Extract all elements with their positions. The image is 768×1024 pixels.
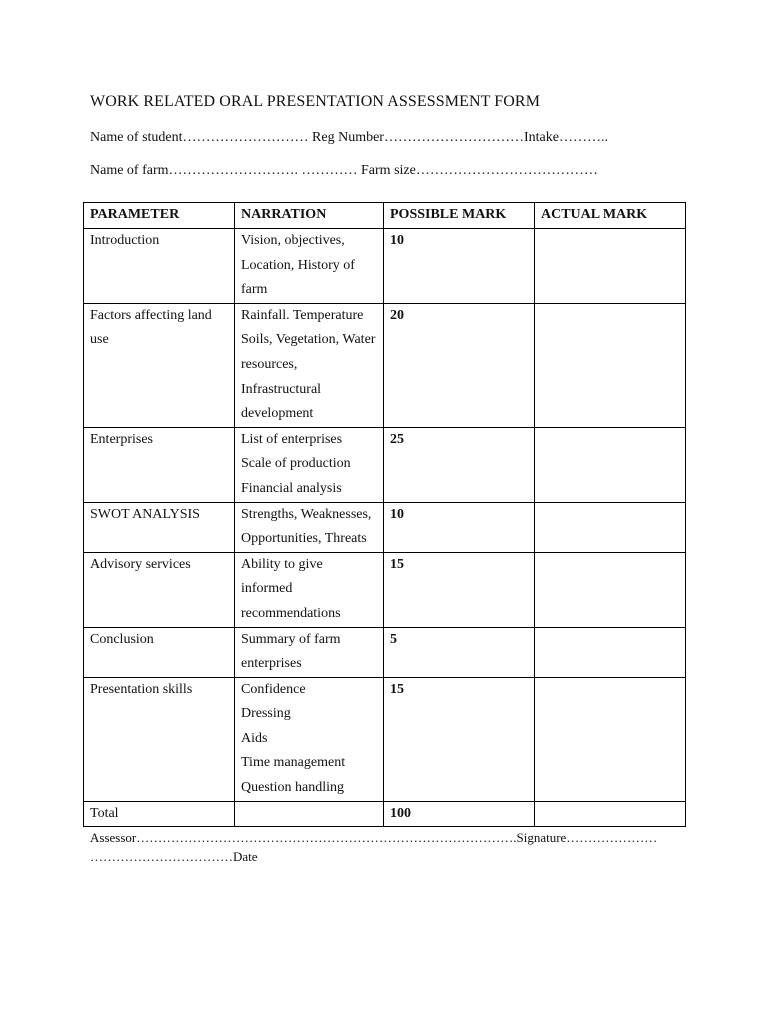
possible-mark-cell: 15 xyxy=(384,552,535,627)
total-narration-cell xyxy=(235,801,384,827)
header-actual-mark: ACTUAL MARK xyxy=(535,203,686,229)
signature-block xyxy=(90,828,670,866)
parameter-cell: SWOT ANALYSIS xyxy=(84,502,235,552)
narration-line: Infrastructural xyxy=(241,381,322,397)
narration-cell xyxy=(235,677,384,801)
actual-mark-cell[interactable] xyxy=(535,677,686,801)
possible-mark-cell: 5 xyxy=(384,627,535,677)
narration-line: Question handling xyxy=(241,780,345,796)
table-header-row xyxy=(84,203,686,229)
narration-cell xyxy=(235,229,384,304)
table-row xyxy=(84,303,686,427)
narration-line: Strengths, Weaknesses, xyxy=(241,506,372,522)
total-label: Total xyxy=(84,801,235,827)
table-row xyxy=(84,677,686,801)
assessor-signature-line: Assessor…………………………………………………………………………….Signature………………… xyxy=(90,830,658,845)
narration-line: Summary of farm xyxy=(241,631,341,647)
actual-mark-cell[interactable] xyxy=(535,502,686,552)
narration-line: Vision, objectives, xyxy=(241,233,345,248)
parameter-cell: Presentation skills xyxy=(84,677,235,801)
actual-mark-cell[interactable] xyxy=(535,303,686,427)
table-body xyxy=(84,229,686,827)
possible-mark-cell: 20 xyxy=(384,303,535,427)
narration-line: Confidence xyxy=(241,681,306,697)
total-possible-mark: 100 xyxy=(384,801,535,827)
farm-info-line: Name of farm………………………. ………… Farm size………………………………… xyxy=(90,163,598,178)
table-row xyxy=(84,229,686,304)
narration-cell xyxy=(235,502,384,552)
narration-cell xyxy=(235,627,384,677)
narration-line: enterprises xyxy=(241,656,302,672)
narration-line: recommendations xyxy=(241,605,341,621)
parameter-cell: Enterprises xyxy=(84,427,235,502)
possible-mark-cell: 15 xyxy=(384,677,535,801)
narration-line: farm xyxy=(241,282,268,298)
possible-mark-cell: 10 xyxy=(384,502,535,552)
table-row xyxy=(84,427,686,502)
header-parameter: PARAMETER xyxy=(84,203,235,229)
narration-cell xyxy=(235,552,384,627)
narration-cell xyxy=(235,427,384,502)
narration-line: Time management xyxy=(241,755,346,771)
actual-mark-cell[interactable] xyxy=(535,229,686,304)
actual-mark-cell[interactable] xyxy=(535,627,686,677)
narration-line: resources, xyxy=(241,356,298,372)
narration-line: development xyxy=(241,406,314,422)
table-row xyxy=(84,502,686,552)
assessment-table xyxy=(83,202,686,827)
total-row xyxy=(84,801,686,827)
narration-line: Rainfall. Temperature xyxy=(241,307,364,323)
parameter-cell: Conclusion xyxy=(84,627,235,677)
possible-mark-cell: 10 xyxy=(384,229,535,304)
total-actual-mark[interactable] xyxy=(535,801,686,827)
narration-line: Opportunities, Threats xyxy=(241,531,367,547)
header-possible-mark: POSSIBLE MARK xyxy=(384,203,535,229)
narration-line: Financial analysis xyxy=(241,480,342,496)
narration-line: Location, History of xyxy=(241,257,355,273)
student-info-line: Name of student……………………… Reg Number…………………………Intake……….. xyxy=(90,130,608,145)
parameter-cell: Advisory services xyxy=(84,552,235,627)
actual-mark-cell[interactable] xyxy=(535,552,686,627)
actual-mark-cell[interactable] xyxy=(535,427,686,502)
parameter-cell: Introduction xyxy=(84,229,235,304)
header-narration: NARRATION xyxy=(235,203,384,229)
table-row xyxy=(84,552,686,627)
table-row xyxy=(84,627,686,677)
form-title: WORK RELATED ORAL PRESENTATION ASSESSMENT FORM xyxy=(90,93,541,110)
narration-line: Scale of production xyxy=(241,456,351,472)
narration-line: Aids xyxy=(241,730,268,746)
date-line: ……………………………Date xyxy=(90,849,258,864)
narration-line: Ability to give informed xyxy=(241,556,323,597)
narration-line: Dressing xyxy=(241,706,291,722)
possible-mark-cell: 25 xyxy=(384,427,535,502)
parameter-cell: Factors affecting land use xyxy=(84,303,235,427)
narration-cell xyxy=(235,303,384,427)
narration-line: List of enterprises xyxy=(241,431,343,447)
narration-line: Soils, Vegetation, Water xyxy=(241,332,376,348)
